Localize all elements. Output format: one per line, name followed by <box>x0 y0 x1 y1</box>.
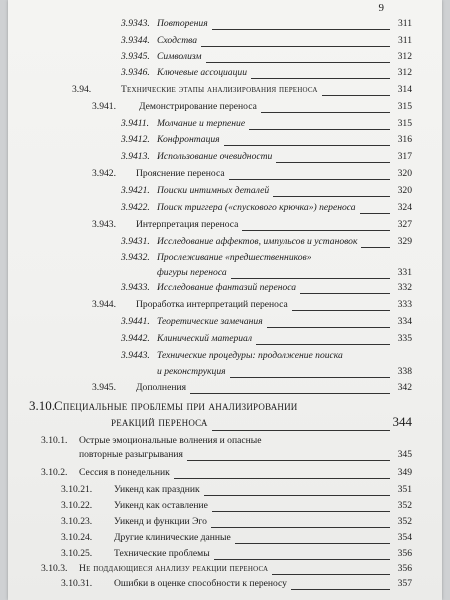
toc-entry-number: 3.942. <box>92 168 116 179</box>
toc-entry-title: Специальные проблемы при анализировании <box>54 398 298 413</box>
toc-entry <box>8 219 442 232</box>
toc-entry-title: Молчание и терпение <box>157 118 246 129</box>
toc-entry-title: Технические процедуры: продолжение поиска <box>157 350 343 361</box>
toc-entry <box>8 449 442 462</box>
toc-entry <box>8 101 442 114</box>
toc-entry-number: 3.9344. <box>121 35 150 46</box>
toc-entry <box>8 151 442 164</box>
toc-entry-title: Острые эмоциональные волнения и опасные <box>79 435 262 446</box>
toc-leader-line <box>206 62 390 63</box>
toc-entry-title: Проработка интерпретаций переноса <box>136 299 288 310</box>
toc-entry-title: Теоретические замечания <box>157 316 263 327</box>
toc-entry-number: 3.9422. <box>121 202 150 213</box>
toc-entry <box>8 435 442 448</box>
toc-entry-title: Прослеживание «предшественников» <box>157 252 312 263</box>
toc-leader-line <box>212 430 390 431</box>
toc-entry-number: 3.10.1. <box>41 435 68 446</box>
toc-entry <box>8 51 442 64</box>
toc-entry <box>8 416 442 429</box>
book-page <box>8 0 442 600</box>
toc-entry <box>8 333 442 346</box>
toc-entry <box>8 299 442 312</box>
toc-entry-number: 3.9413. <box>121 151 150 162</box>
toc-leader-line <box>361 247 390 248</box>
toc-entry-page: 356 <box>397 548 412 559</box>
toc-leader-line <box>204 495 390 496</box>
toc-entry <box>8 67 442 80</box>
toc-entry <box>8 563 442 576</box>
toc-entry <box>8 18 442 31</box>
toc-leader-line <box>231 278 390 279</box>
toc-entry-title: Поиск триггера («спускового крючка») переноса <box>157 202 356 213</box>
toc-entry-title: Дополнения <box>136 382 187 393</box>
toc-entry-number: 3.9443. <box>121 350 150 361</box>
toc-entry-page: 338 <box>397 366 412 377</box>
toc-entry <box>8 366 442 379</box>
toc-entry-title: Ошибки в оценке способности к переносу <box>114 578 287 589</box>
toc-entry <box>8 35 442 48</box>
toc-entry-title: Сессия в понедельник <box>79 467 170 478</box>
toc-entry-page: 357 <box>397 578 412 589</box>
toc-entry-title: Сходства <box>157 35 198 46</box>
toc-entry-number: 3.10.22. <box>61 500 93 511</box>
toc-leader-line <box>212 511 390 512</box>
toc-entry-number: 3.10.24. <box>61 532 93 543</box>
toc-entry-page: 352 <box>397 500 412 511</box>
toc-entry-number: 3.9431. <box>121 236 150 247</box>
toc-entry-number: 3.945. <box>92 382 116 393</box>
toc-entry-title: Технические проблемы <box>114 548 210 559</box>
toc-entry <box>8 516 442 529</box>
toc-entry-title: повторные разыгрывания <box>79 449 183 460</box>
toc-leader-line <box>249 129 390 130</box>
toc-entry-number: 3.10.21. <box>61 484 93 495</box>
toc-entry-title: Уикенд и функции Эго <box>114 516 207 527</box>
toc-entry <box>8 382 442 395</box>
toc-leader-line <box>273 196 390 197</box>
toc-entry-page: 356 <box>397 563 412 574</box>
toc-entry-title: Прояснение переноса <box>136 168 225 179</box>
toc-entry-number: 3.94. <box>72 84 92 95</box>
toc-leader-line <box>251 78 390 79</box>
toc-entry-page: 327 <box>397 219 412 230</box>
toc-entry-number: 3.941. <box>92 101 116 112</box>
toc-entry-number: 3.9343. <box>121 18 150 29</box>
toc-leader-line <box>292 310 390 311</box>
toc-entry <box>8 185 442 198</box>
toc-entry-title: Использование очевидности <box>157 151 273 162</box>
toc-leader-line <box>267 327 390 328</box>
toc-leader-line <box>261 112 390 113</box>
toc-entry <box>8 467 442 480</box>
toc-entry <box>8 236 442 249</box>
toc-entry-page: 324 <box>397 202 412 213</box>
toc-leader-line <box>272 574 390 575</box>
toc-entry-page: 312 <box>397 51 412 62</box>
toc-leader-line <box>211 527 390 528</box>
toc-entry-title: Исследование аффектов, импульсов и установок <box>157 236 358 247</box>
toc-entry-page: 315 <box>397 118 412 129</box>
toc-entry <box>8 84 442 97</box>
toc-entry <box>8 168 442 181</box>
toc-leader-line <box>212 29 390 30</box>
toc-entry-number: 3.10. <box>29 398 55 413</box>
page-number: 9 <box>378 2 384 14</box>
toc-entry-title: Исследование фантазий переноса <box>157 282 297 293</box>
toc-entry-page: 316 <box>397 134 412 145</box>
toc-entry-page: 349 <box>397 467 412 478</box>
toc-entry-number: 3.9412. <box>121 134 150 145</box>
toc-entry-page: 320 <box>397 185 412 196</box>
toc-entry-title: Повторения <box>157 18 208 29</box>
toc-entry-page: 354 <box>397 532 412 543</box>
toc-leader-line <box>235 543 390 544</box>
toc-entry-page: 344 <box>392 414 412 429</box>
toc-entry-page: 315 <box>397 101 412 112</box>
toc-entry-title: Демонстрирование переноса <box>139 101 257 112</box>
toc-entry-page: 351 <box>397 484 412 495</box>
toc-entry-title: Другие клинические данные <box>114 532 231 543</box>
toc-entry-title: Клинический материал <box>157 333 253 344</box>
toc-entry <box>8 500 442 513</box>
toc-entry-title: Уикенд как праздник <box>114 484 200 495</box>
toc-entry-number: 3.944. <box>92 299 116 310</box>
toc-leader-line <box>360 213 390 214</box>
toc-leader-line <box>300 293 390 294</box>
toc-entry-page: 333 <box>397 299 412 310</box>
toc-entry <box>8 316 442 329</box>
toc-entry-page: 320 <box>397 168 412 179</box>
toc-leader-line <box>322 95 390 96</box>
toc-entry-page: 342 <box>397 382 412 393</box>
toc-entry-page: 312 <box>397 67 412 78</box>
toc-entry-number: 3.10.3. <box>41 563 68 574</box>
toc-entry <box>8 578 442 591</box>
toc-entry-number: 3.9411. <box>121 118 150 129</box>
toc-entry <box>8 267 442 280</box>
toc-entry <box>8 400 442 413</box>
toc-entry-page: 345 <box>397 449 412 460</box>
toc-entry-title: Ключевые ассоциации <box>157 67 247 78</box>
toc-entry-page: 311 <box>397 18 412 29</box>
toc-entry-title: фигуры переноса <box>157 267 227 278</box>
toc-entry-title: Не поддающиеся анализу реакции переноса <box>79 563 269 574</box>
toc-leader-line <box>229 179 390 180</box>
toc-entry-title: Поиски интимных деталей <box>157 185 270 196</box>
toc-leader-line <box>214 559 390 560</box>
toc-leader-line <box>190 393 390 394</box>
toc-entry-title: Технические этапы анализирования переноса <box>121 84 318 95</box>
toc-entry-page: 311 <box>397 35 412 46</box>
toc-entry-number: 3.9345. <box>121 51 150 62</box>
toc-leader-line <box>187 460 390 461</box>
toc-entry-page: 334 <box>397 316 412 327</box>
table-of-contents <box>8 0 442 600</box>
toc-entry-number: 3.9346. <box>121 67 150 78</box>
toc-leader-line <box>230 377 390 378</box>
toc-entry-number: 3.943. <box>92 219 116 230</box>
toc-entry <box>8 548 442 561</box>
toc-entry-page: 317 <box>397 151 412 162</box>
toc-entry-page: 332 <box>397 282 412 293</box>
toc-entry-page: 335 <box>397 333 412 344</box>
toc-entry-page: 352 <box>397 516 412 527</box>
toc-entry-number: 3.9433. <box>121 282 150 293</box>
toc-entry <box>8 202 442 215</box>
toc-entry-number: 3.10.23. <box>61 516 93 527</box>
toc-entry-title: реакций переноса <box>111 414 208 429</box>
toc-entry <box>8 134 442 147</box>
toc-entry-number: 3.10.31. <box>61 578 93 589</box>
toc-entry-number: 3.10.25. <box>61 548 93 559</box>
toc-entry-number: 3.9441. <box>121 316 150 327</box>
toc-entry-page: 331 <box>397 267 412 278</box>
toc-entry-number: 3.9421. <box>121 185 150 196</box>
toc-entry <box>8 350 442 363</box>
toc-leader-line <box>174 478 390 479</box>
toc-entry <box>8 252 442 265</box>
toc-entry-number: 3.10.2. <box>41 467 68 478</box>
toc-entry <box>8 484 442 497</box>
toc-entry-number: 3.9432. <box>121 252 150 263</box>
toc-leader-line <box>276 162 390 163</box>
toc-entry-title: Символизм <box>157 51 202 62</box>
toc-entry-page: 314 <box>397 84 412 95</box>
toc-entry <box>8 532 442 545</box>
toc-leader-line <box>224 145 390 146</box>
toc-leader-line <box>242 230 390 231</box>
toc-entry-title: и реконструкция <box>157 366 226 377</box>
toc-leader-line <box>291 589 390 590</box>
toc-entry-page: 329 <box>397 236 412 247</box>
toc-leader-line <box>201 46 390 47</box>
toc-entry-number: 3.9442. <box>121 333 150 344</box>
toc-entry <box>8 282 442 295</box>
toc-entry <box>8 118 442 131</box>
toc-entry-title: Конфронтация <box>157 134 220 145</box>
toc-leader-line <box>256 344 390 345</box>
toc-entry-title: Уикенд как оставление <box>114 500 208 511</box>
toc-entry-title: Интерпретация переноса <box>136 219 239 230</box>
